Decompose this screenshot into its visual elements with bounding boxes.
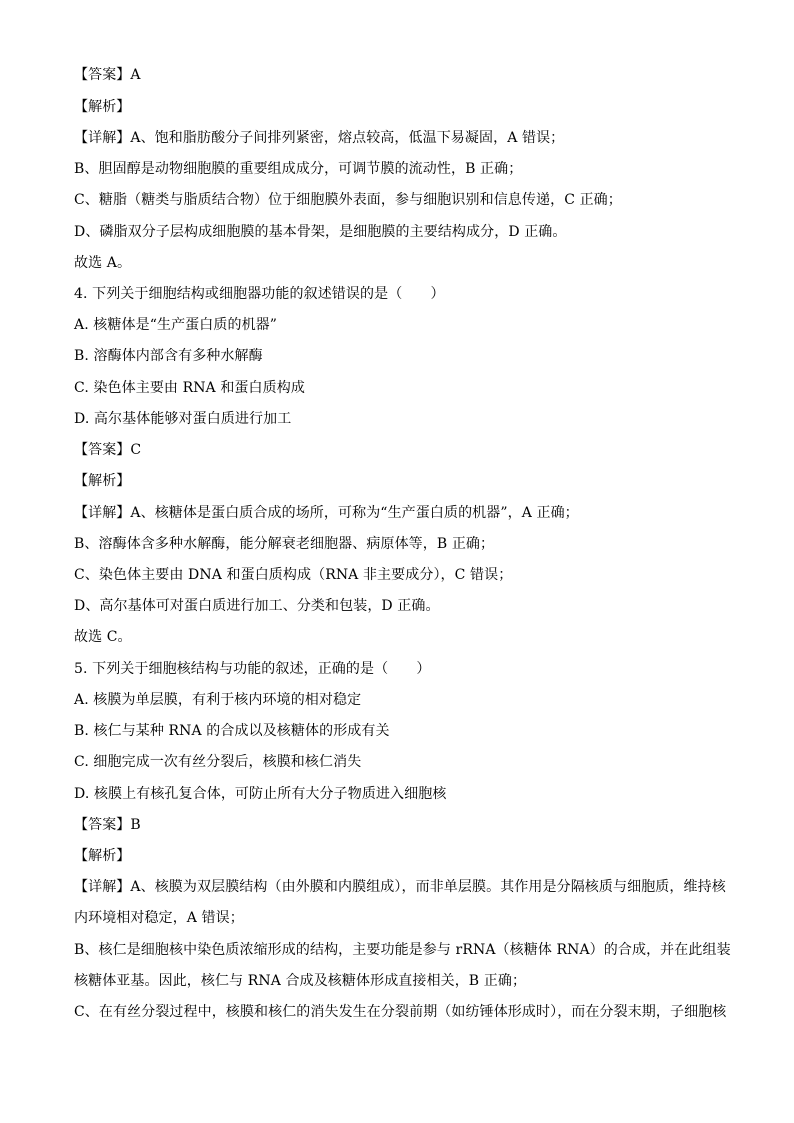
explanation-line: 核糖体亚基。因此，核仁与 RNA 合成及核糖体形成直接相关，B 正确； — [74, 973, 527, 989]
analysis-label-q4: 【解析】 — [74, 473, 131, 489]
conclusion-line: 故选 A。 — [74, 255, 132, 271]
explanation-line: D、磷脂双分子层构成细胞膜的基本骨架，是细胞膜的主要结构成分，D 正确。 — [74, 224, 567, 240]
answer-label-q3: 【答案】A — [74, 67, 141, 83]
answer-label-q5: 【答案】B — [74, 817, 141, 833]
question-5-option-d: D. 核膜上有核孔复合体，可防止所有大分子物质进入细胞核 — [74, 786, 447, 802]
explanation-line: C、在有丝分裂过程中，核膜和核仁的消失发生在分裂前期（如纺锤体形成时），而在分裂末期，子细胞核 — [74, 1004, 727, 1020]
explanation-line: B、溶酶体含多种水解酶，能分解衰老细胞器、病原体等，B 正确； — [74, 536, 495, 552]
answer-label-q4: 【答案】C — [74, 442, 142, 458]
explanation-line: D、高尔基体可对蛋白质进行加工、分类和包装，D 正确。 — [74, 598, 440, 614]
question-5-stem: 5. 下列关于细胞核结构与功能的叙述，正确的是（ ） — [74, 661, 431, 677]
explanation-line: 【详解】A、核膜为双层膜结构（由外膜和内膜组成），而非单层膜。其作用是分隔核质与细胞质，维持核 — [74, 879, 726, 895]
conclusion-line: 故选 C。 — [74, 629, 132, 645]
explanation-line: 内环境相对稳定，A 错误； — [74, 910, 244, 926]
explanation-line: B、胆固醇是动物细胞膜的重要组成成分，可调节膜的流动性，B 正确； — [74, 161, 523, 177]
analysis-label-q3: 【解析】 — [74, 99, 131, 115]
explanation-line: 【详解】A、核糖体是蛋白质合成的场所，可称为“生产蛋白质的机器”，A 正确； — [74, 505, 579, 521]
analysis-label-q5: 【解析】 — [74, 848, 131, 864]
question-5-option-a: A. 核膜为单层膜，有利于核内环境的相对稳定 — [74, 692, 362, 708]
question-4-stem: 4. 下列关于细胞结构或细胞器功能的叙述错误的是（ ） — [74, 286, 445, 302]
question-4-option-b: B. 溶酶体内部含有多种水解酶 — [74, 348, 263, 364]
question-4-option-c: C. 染色体主要由 RNA 和蛋白质构成 — [74, 380, 305, 396]
question-5-option-c: C. 细胞完成一次有丝分裂后，核膜和核仁消失 — [74, 754, 362, 770]
question-5-option-b: B. 核仁与某种 RNA 的合成以及核糖体的形成有关 — [74, 723, 390, 739]
explanation-line: C、糖脂（糖类与脂质结合物）位于细胞膜外表面，参与细胞识别和信息传递，C 正确； — [74, 192, 622, 208]
explanation-line: C、染色体主要由 DNA 和蛋白质构成（RNA 非主要成分），C 错误； — [74, 567, 513, 583]
explanation-line: B、核仁是细胞核中染色质浓缩形成的结构，主要功能是参与 rRNA（核糖体 RNA）的合成，并在此组装 — [74, 942, 731, 958]
explanation-line: 【详解】A、饱和脂肪酸分子间排列紧密，熔点较高，低温下易凝固，A 错误； — [74, 130, 565, 146]
question-4-option-a: A. 核糖体是“生产蛋白质的机器” — [74, 317, 278, 333]
question-4-option-d: D. 高尔基体能够对蛋白质进行加工 — [74, 411, 292, 427]
